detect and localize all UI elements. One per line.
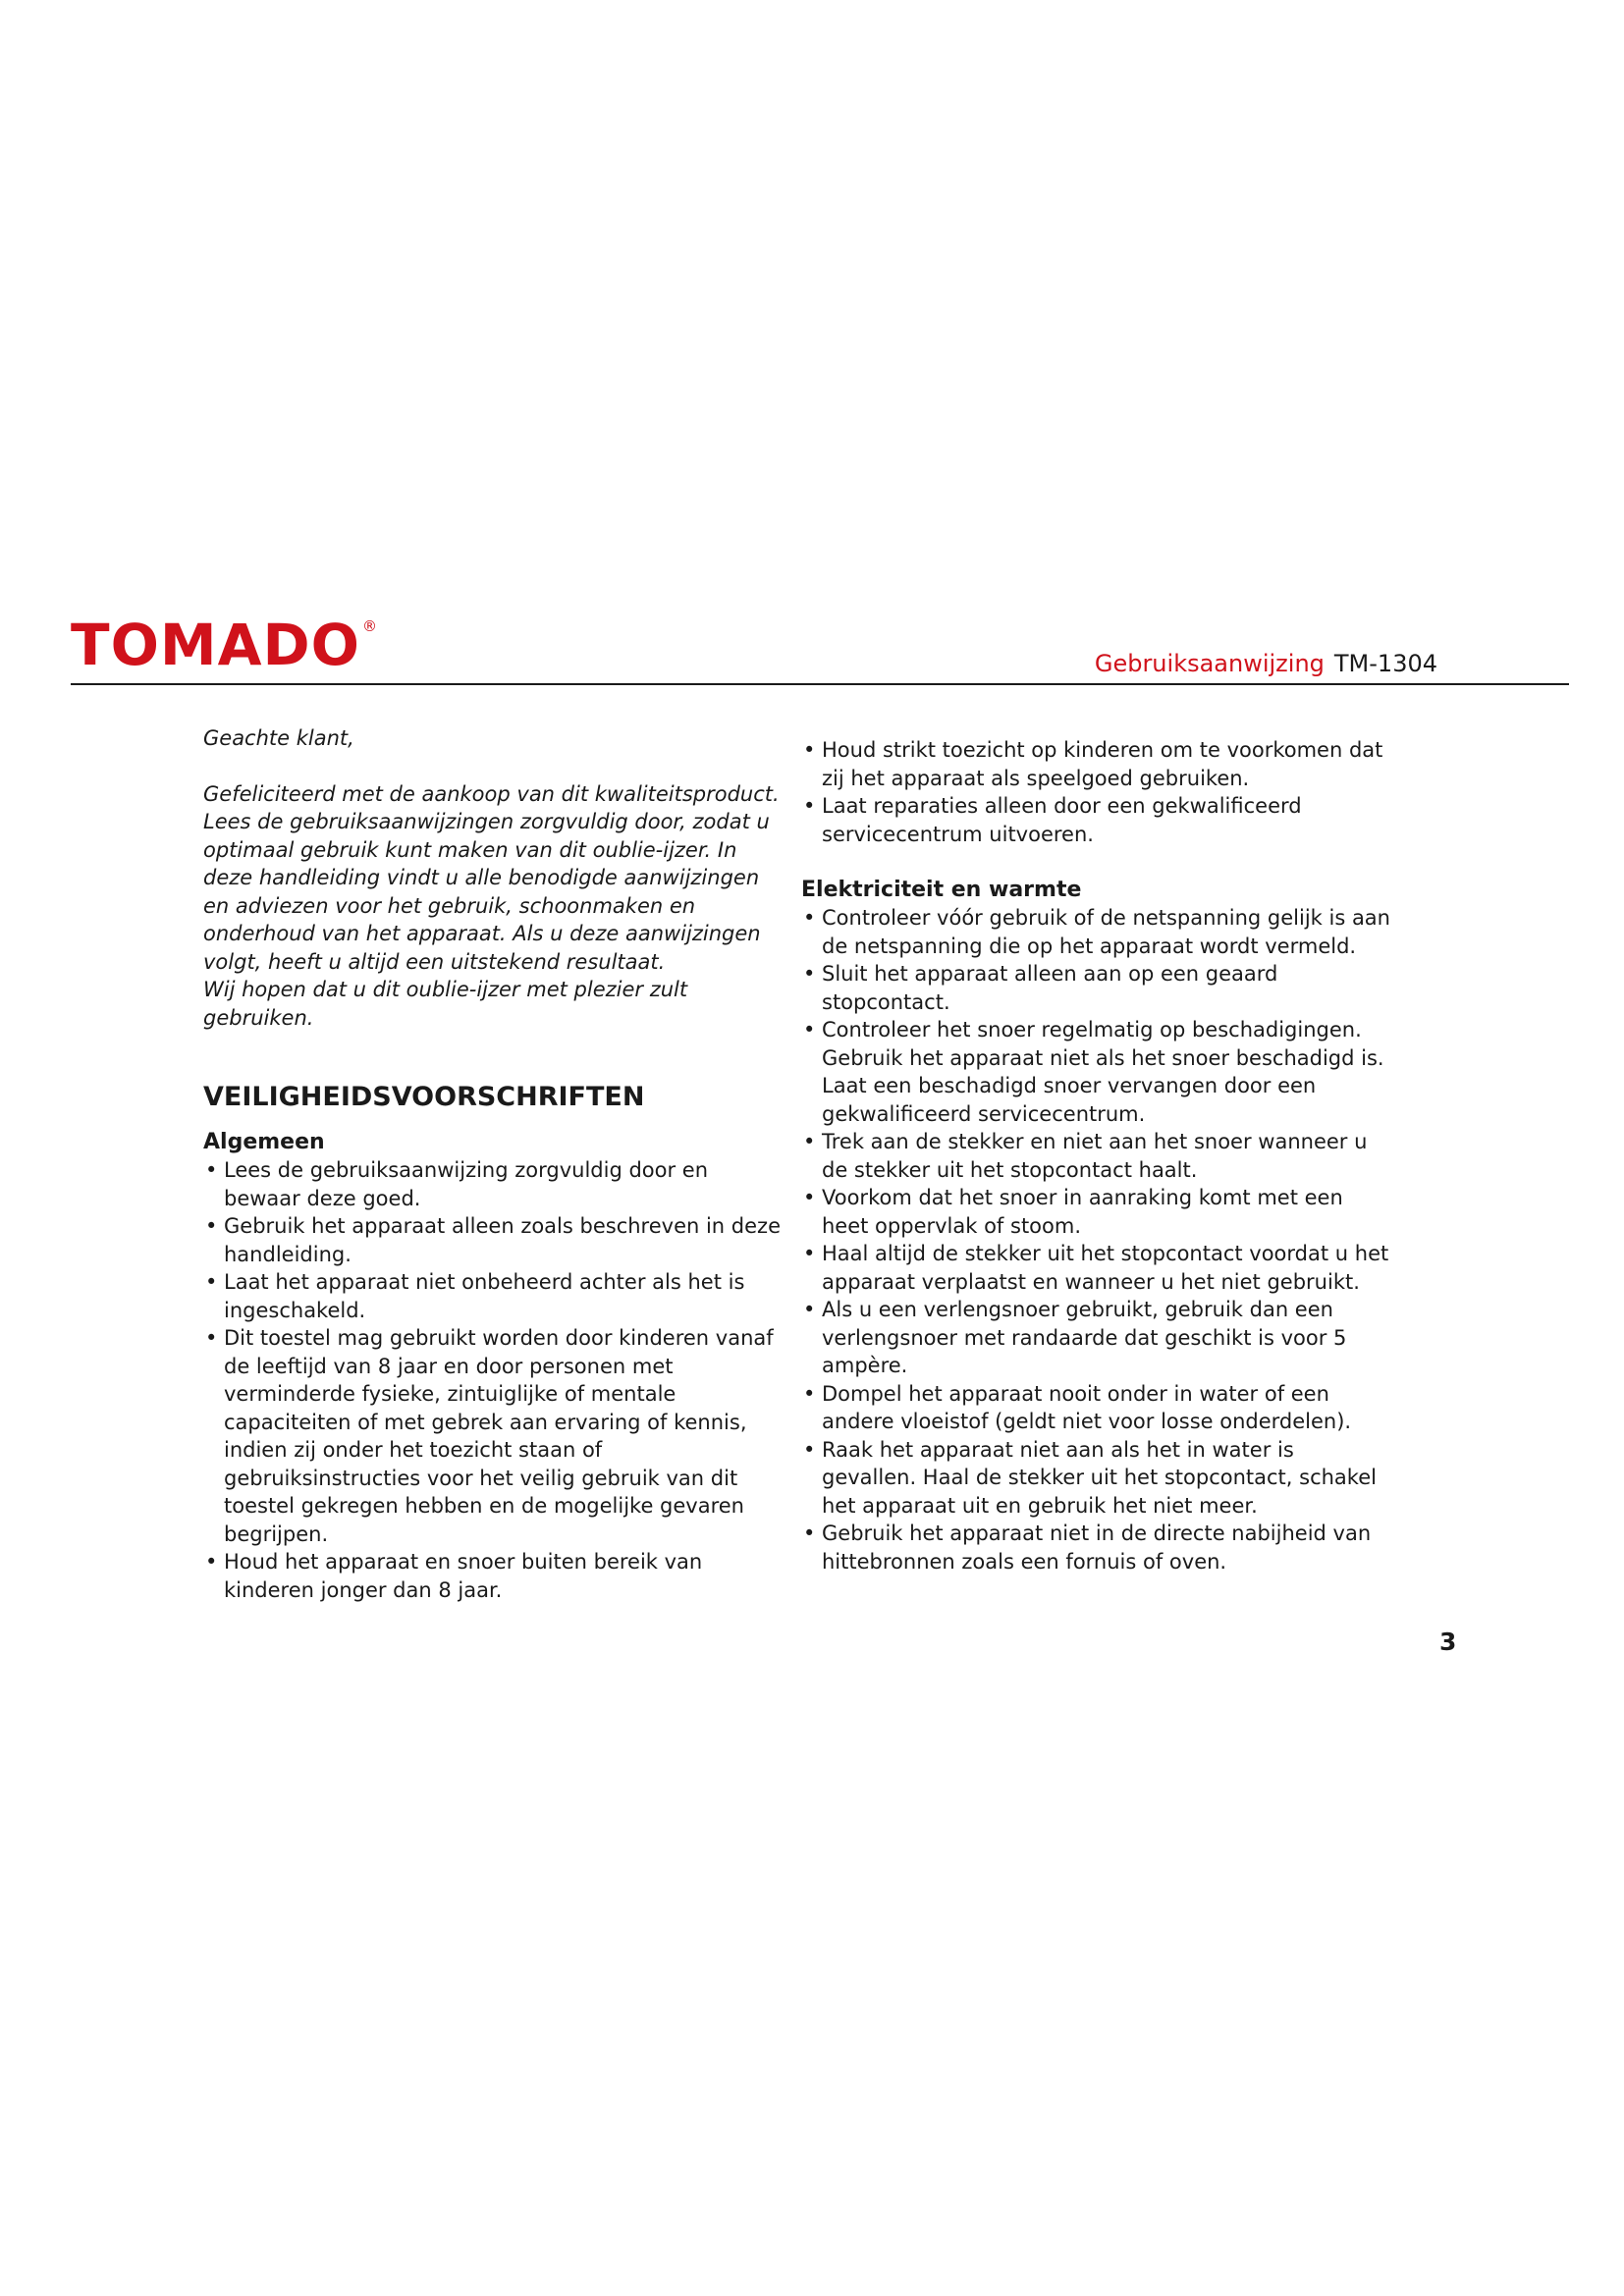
bullet: • bbox=[803, 738, 816, 762]
bullet: • bbox=[205, 1270, 218, 1294]
bullet: • bbox=[803, 794, 816, 818]
bullet: • bbox=[803, 1018, 816, 1041]
bullet: • bbox=[803, 1522, 816, 1545]
bullet: • bbox=[803, 1242, 816, 1265]
model-number: TM-1304 bbox=[1333, 650, 1437, 677]
list-item bbox=[203, 1156, 783, 1212]
list-item-text: Dompel het apparaat nooit onder in water of een andere vloeistof (geldt niet voor losse onderdelen). bbox=[822, 1381, 1352, 1433]
brand-name: TOMADO bbox=[71, 612, 360, 678]
list-item-text: Als u een verlengsnoer gebruikt, gebruik dan een verlengsnoer met randaarde dat geschikt is voor 5 ampère. bbox=[822, 1298, 1347, 1377]
bullet: • bbox=[803, 962, 816, 986]
bullet: • bbox=[803, 1186, 816, 1209]
brand-logo bbox=[71, 612, 377, 678]
left-column bbox=[203, 724, 783, 1604]
list-item bbox=[801, 1128, 1390, 1184]
section-title: VEILIGHEIDSVOORSCHRIFTEN bbox=[203, 1082, 645, 1112]
bullet: • bbox=[803, 1130, 816, 1153]
general-list bbox=[203, 1156, 783, 1604]
list-item bbox=[801, 1016, 1390, 1128]
list-item-text: Trek aan de stekker en niet aan het snoer wanneer u de stekker uit het stopcontact haalt. bbox=[822, 1130, 1368, 1182]
list-item bbox=[203, 1548, 783, 1604]
list-item-text: Sluit het apparaat alleen aan op een geaard stopcontact. bbox=[822, 962, 1278, 1014]
list-item bbox=[801, 960, 1390, 1016]
list-item bbox=[801, 1296, 1390, 1380]
list-item bbox=[801, 1380, 1390, 1436]
list-item-text: Controleer het snoer regelmatig op beschadigingen. Gebruik het apparaat niet als het snoer beschadigd is. Laat een beschadigd snoer vervangen door een gekwalificeerd servicecentrum. bbox=[822, 1018, 1384, 1126]
header-divider bbox=[71, 683, 1569, 685]
subsection-heading-general: Algemeen bbox=[203, 1130, 325, 1154]
subsection-heading-electric: Elektriciteit en warmte bbox=[801, 878, 1082, 902]
registered-mark: ® bbox=[361, 617, 377, 635]
list-item bbox=[801, 1184, 1390, 1240]
bullet: • bbox=[205, 1158, 218, 1182]
intro-closing: Wij hopen dat u dit oublie-ijzer met plezier zult gebruiken. bbox=[203, 978, 688, 1030]
list-item bbox=[801, 904, 1390, 960]
intro-paragraph: Gefeliciteerd met de aankoop van dit kwaliteitsproduct. Lees de gebruiksaanwijzingen zorgvuldig door, zodat u optimaal gebruik kunt maken van dit oublie-ijzer. In deze handleiding vindt u alle benodigde aanwijzingen en adviezen voor het gebruik, schoonmaken en onderhoud van het apparaat. Als u deze aanwijzingen volgt, heeft u altijd een uitstekend resultaat. bbox=[203, 781, 780, 974]
list-item bbox=[801, 792, 1390, 848]
list-item-text: Dit toestel mag gebruikt worden door kinderen vanaf de leeftijd van 8 jaar en door personen met verminderde fysieke, zintuiglijke of mentale capaciteiten of met gebrek aan ervaring of kennis, indien zij onder het toezicht staan of gebruiksinstructies voor het veilig gebruik van dit toestel gekregen hebben en de mogelijke gevaren begrijpen. bbox=[224, 1326, 774, 1546]
list-item-text: Laat reparaties alleen door een gekwalificeerd servicecentrum uitvoeren. bbox=[822, 794, 1302, 846]
page-number: 3 bbox=[1439, 1628, 1457, 1656]
list-item bbox=[801, 1240, 1390, 1296]
list-item bbox=[203, 1268, 783, 1324]
bullet: • bbox=[205, 1550, 218, 1574]
list-item-text: Lees de gebruiksaanwijzing zorgvuldig door en bewaar deze goed. bbox=[224, 1158, 709, 1210]
bullet: • bbox=[205, 1214, 218, 1238]
salutation: Geachte klant, bbox=[203, 726, 354, 750]
header-title bbox=[1095, 652, 1437, 675]
list-item-text: Houd strikt toezicht op kinderen om te voorkomen dat zij het apparaat als speelgoed gebruiken. bbox=[822, 738, 1383, 790]
list-item bbox=[801, 1520, 1390, 1575]
list-item bbox=[801, 1436, 1390, 1521]
list-item-text: Haal altijd de stekker uit het stopcontact voordat u het apparaat verplaatst en wanneer u het niet gebruikt. bbox=[822, 1242, 1389, 1294]
bullet: • bbox=[803, 906, 816, 930]
bullet: • bbox=[205, 1326, 218, 1350]
list-item-text: Laat het apparaat niet onbeheerd achter als het is ingeschakeld. bbox=[224, 1270, 745, 1322]
list-item-text: Controleer vóór gebruik of de netspanning gelijk is aan de netspanning die op het apparaat wordt vermeld. bbox=[822, 906, 1390, 958]
list-item-text: Voorkom dat het snoer in aanraking komt met een heet oppervlak of stoom. bbox=[822, 1186, 1343, 1238]
list-item-text: Houd het apparaat en snoer buiten bereik van kinderen jonger dan 8 jaar. bbox=[224, 1550, 703, 1602]
list-item bbox=[203, 1212, 783, 1268]
list-item-text: Gebruik het apparaat alleen zoals beschreven in deze handleiding. bbox=[224, 1214, 781, 1266]
list-item-text: Gebruik het apparaat niet in de directe nabijheid van hittebronnen zoals een fornuis of oven. bbox=[822, 1522, 1372, 1574]
list-item bbox=[801, 736, 1390, 792]
electric-list bbox=[801, 904, 1390, 1575]
general-list-continued bbox=[801, 736, 1390, 848]
bullet: • bbox=[803, 1381, 816, 1406]
list-item-text: Raak het apparaat niet aan als het in water is gevallen. Haal de stekker uit het stopcontact, schakel het apparaat uit en gebruik het niet meer. bbox=[822, 1437, 1377, 1518]
document-type: Gebruiksaanwijzing bbox=[1094, 650, 1325, 677]
right-column bbox=[801, 736, 1390, 1575]
bullet: • bbox=[803, 1298, 816, 1321]
bullet: • bbox=[803, 1437, 816, 1462]
list-item bbox=[203, 1324, 783, 1548]
